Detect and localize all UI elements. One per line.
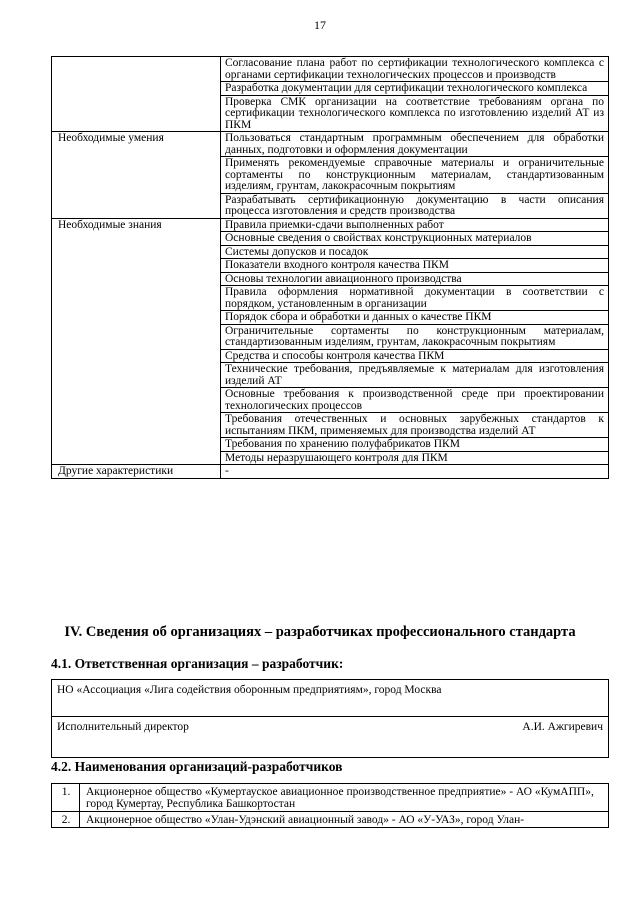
row-item: Средства и способы контроля качества ПКМ (221, 349, 609, 363)
page-number: 17 (314, 18, 326, 32)
developer-number: 1. (52, 784, 80, 812)
row-item: Основные сведения о свойствах конструкционных материалов (221, 232, 609, 246)
row-item: Ограничительные сортаменты по конструкционным материалам, стандартизованным изделиям, грунтам, лакокрасочным покрытиям (221, 324, 609, 349)
row-item: Правила оформления нормативной документации в соответствии с порядком, установленным в организации (221, 286, 609, 311)
row-label (52, 57, 221, 132)
row-item: Показатели входного контроля качества ПКМ (221, 259, 609, 273)
row-item: Методы неразрушающего контроля для ПКМ (221, 451, 609, 465)
row-item: Проверка СМК организации на соответствие требованиям органа по сертификации технологического комплекса по изготовлению изделий АТ из ПКМ (221, 95, 609, 132)
table-row (52, 57, 609, 82)
row-item: Разрабатывать сертификационную документацию в части описания процесса изготовления и средств производства (221, 193, 609, 218)
position-title: Исполнительный директор (57, 721, 189, 733)
table-row (52, 218, 609, 232)
developer-name: Акционерное общество «Улан-Удэнский авиационный завод» - АО «У-УАЗ», город Улан- (80, 812, 609, 828)
row-item: Системы допусков и посадок (221, 245, 609, 259)
signature-row (52, 717, 609, 758)
org-name: НО «Ассоциация «Лига содействия оборонным предприятиям», город Москва (52, 680, 609, 717)
row-item: Разработка документации для сертификации технологического комплекса (221, 82, 609, 96)
developer-row (52, 784, 609, 812)
row-label: Другие характеристики (52, 465, 221, 479)
table-row (52, 132, 609, 157)
row-item: Правила приемки-сдачи выполненных работ (221, 218, 609, 232)
row-item: Требования по хранению полуфабрикатов ПКМ (221, 438, 609, 452)
row-item: - (221, 465, 609, 479)
row-label: Необходимые знания (52, 218, 221, 465)
subsection-title-developers: 4.2. Наименования организаций-разработчиков (51, 759, 343, 774)
developers-table (51, 783, 609, 828)
row-item: Согласование плана работ по сертификации технологического комплекса с органами сертификации технологических процессов и производств (221, 57, 609, 82)
table-row (52, 465, 609, 479)
labor-function-table (51, 56, 609, 479)
responsible-org-box (51, 679, 609, 758)
row-item: Технические требования, предъявляемые к материалам для изготовления изделий АТ (221, 363, 609, 388)
row-item: Порядок сбора и обработки и данных о качестве ПКМ (221, 311, 609, 325)
developer-name: Акционерное общество «Кумертауское авиационное производственное предприятие» - АО «КумАПП», город Кумертау, Республика Башкортостан (80, 784, 609, 812)
row-item: Применять рекомендуемые справочные материалы и ограничительные сортаменты по конструкционным материалам, стандартизованным изделиям, грунтам, лакокрасочным покрытиям (221, 157, 609, 194)
developer-number: 2. (52, 812, 80, 828)
signer-name: А.И. Ажгиревич (522, 721, 603, 733)
section-title: IV. Сведения об организациях – разработчиках профессионального стандарта (64, 624, 576, 640)
row-item: Основы технологии авиационного производства (221, 272, 609, 286)
row-item: Пользоваться стандартным программным обеспечением для обработки данных, подготовки и оформления документации (221, 132, 609, 157)
row-item: Требования отечественных и основных зарубежных стандартов к испытаниям ПКМ, применяемых для производства изделий АТ (221, 413, 609, 438)
row-label: Необходимые умения (52, 132, 221, 219)
subsection-title-responsible: 4.1. Ответственная организация – разработчик: (51, 656, 344, 671)
developer-row (52, 812, 609, 828)
row-item: Основные требования к производственной среде при проектировании технологических процессов (221, 388, 609, 413)
